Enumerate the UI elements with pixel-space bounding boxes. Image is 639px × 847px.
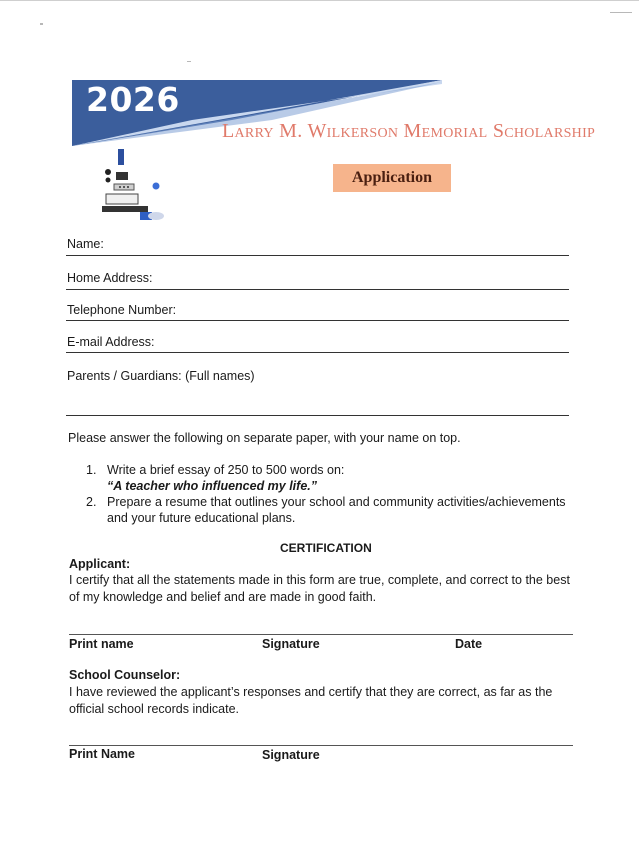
counselor-signature-line[interactable]	[69, 745, 573, 746]
applicant-label: Applicant:	[69, 557, 131, 571]
telephone-line[interactable]	[66, 320, 569, 321]
scan-top-edge	[0, 0, 639, 1]
guardians-label: Parents / Guardians: (Full names)	[67, 369, 255, 383]
essay-prompt: Write a brief essay of 250 to 500 words on:	[107, 463, 345, 477]
application-badge: Application	[333, 164, 451, 192]
guardians-line[interactable]	[66, 415, 569, 416]
counselor-label: School Counselor:	[69, 668, 181, 682]
instructions-intro: Please answer the following on separate paper, with your name on top.	[68, 431, 461, 445]
email-label: E-mail Address:	[67, 335, 155, 349]
list-item-text	[107, 462, 577, 494]
scan-speck	[187, 61, 191, 62]
scholarship-title: Larry M. Wilkerson Memorial Scholarship	[222, 120, 596, 142]
home-address-line[interactable]	[66, 289, 569, 290]
year-label: 2026	[86, 80, 180, 119]
scan-speck	[610, 12, 632, 13]
essay-topic: “A teacher who influenced my life.”	[107, 479, 317, 493]
applicant-date-label: Date	[455, 637, 483, 651]
counselor-signature-label: Signature	[262, 748, 320, 762]
applicant-print-name-label: Print name	[69, 637, 134, 651]
name-line[interactable]	[66, 255, 569, 256]
microscope-icon	[94, 146, 170, 224]
name-label: Name:	[67, 237, 104, 251]
scan-speck	[40, 23, 43, 25]
telephone-label: Telephone Number:	[67, 303, 177, 317]
applicant-statement: I certify that all the statements made in this form are true, complete, and correct to the best of my knowledge and belief and are made in good faith.	[69, 573, 570, 604]
counselor-statement: I have reviewed the applicant’s responses and certify that they are correct, as far as the official school records indicate.	[69, 685, 553, 716]
counselor-print-name-label: Print Name	[69, 747, 135, 761]
applicant-signature-line[interactable]	[69, 634, 573, 635]
applicant-signature-label: Signature	[262, 637, 320, 651]
list-item-number: 2.	[86, 495, 97, 509]
list-item-number: 1.	[86, 463, 97, 477]
email-line[interactable]	[66, 352, 569, 353]
certification-heading: CERTIFICATION	[280, 541, 372, 555]
home-address-label: Home Address:	[67, 271, 153, 285]
resume-instruction: Prepare a resume that outlines your school and community activities/achievements and your future educational plans.	[107, 495, 566, 525]
